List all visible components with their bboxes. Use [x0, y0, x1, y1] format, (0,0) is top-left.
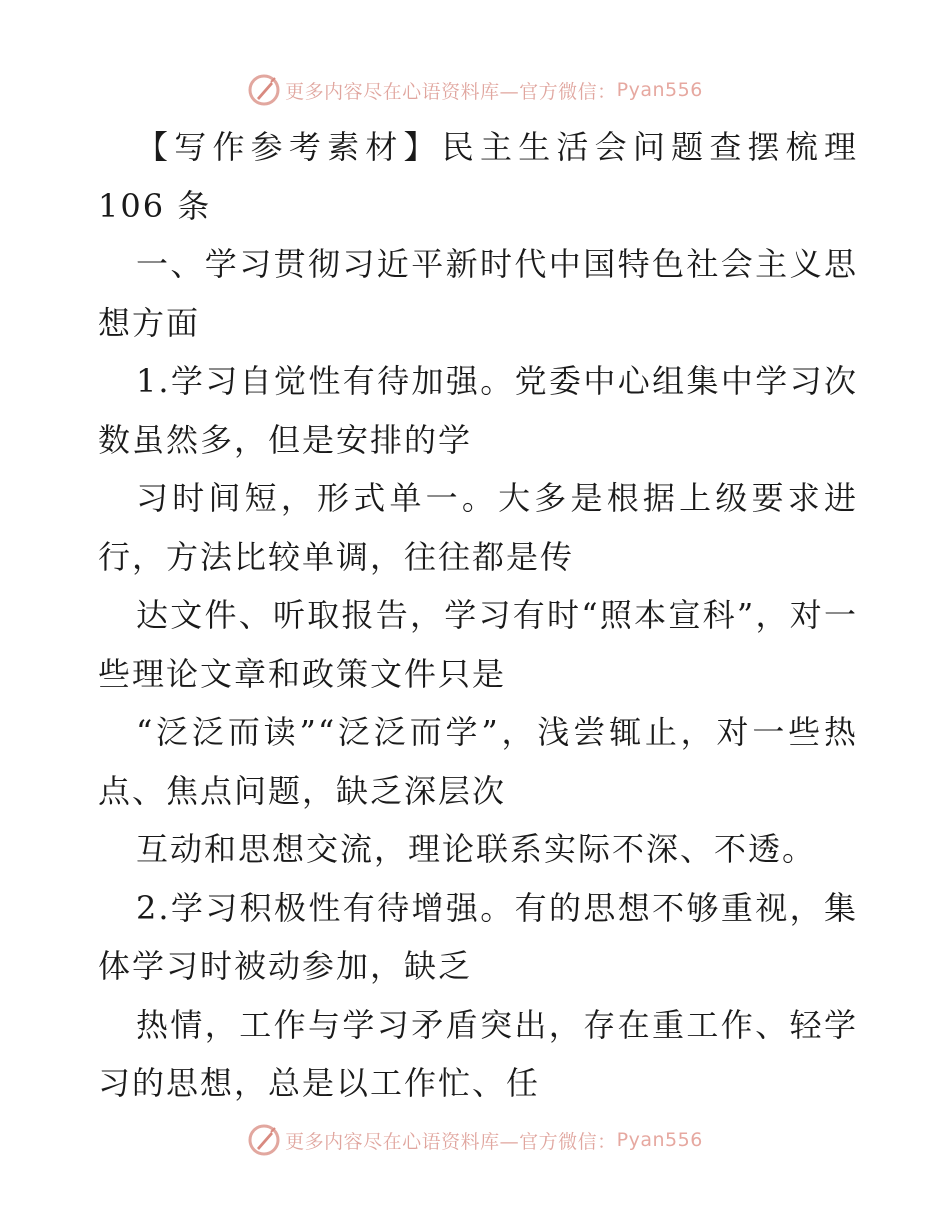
watermark-header	[0, 70, 950, 110]
document-title: 【写作参考素材】民主生活会问题查摆梳理 106 条	[98, 128, 858, 225]
watermark-wechat-id: Pyan556	[616, 1129, 703, 1151]
watermark-text: 更多内容尽在心语资料库—官方微信：	[285, 1130, 617, 1153]
section-heading: 一、学习贯彻习近平新时代中国特色社会主义思想方面	[98, 245, 858, 342]
paragraph: 热情，工作与学习矛盾突出，存在重工作、轻学习的思想，总是以工作忙、任	[98, 1005, 858, 1102]
paragraph: 习时间短，形式单一。大多是根据上级要求进行，方法比较单调，往往都是传	[98, 479, 858, 576]
document-body	[98, 118, 858, 1113]
paragraph: 2.学习积极性有待增强。有的思想不够重视，集体学习时被动参加，缺乏	[98, 888, 858, 985]
watermark-wechat-id: Pyan556	[616, 79, 703, 101]
watermark-footer	[0, 1120, 950, 1160]
watermark-text: 更多内容尽在心语资料库—官方微信：	[285, 80, 617, 103]
quill-logo-icon	[247, 1123, 281, 1157]
paragraph: 1.学习自觉性有待加强。党委中心组集中学习次数虽然多，但是安排的学	[98, 362, 858, 459]
paragraph: 互动和思想交流，理论联系实际不深、不透。	[136, 830, 817, 868]
quill-logo-icon	[247, 73, 281, 107]
paragraph: 达文件、听取报告，学习有时“照本宣科”，对一些理论文章和政策文件只是	[98, 596, 858, 693]
paragraph: “泛泛而读”“泛泛而学”，浅尝辄止，对一些热点、焦点问题，缺乏深层次	[98, 713, 858, 810]
